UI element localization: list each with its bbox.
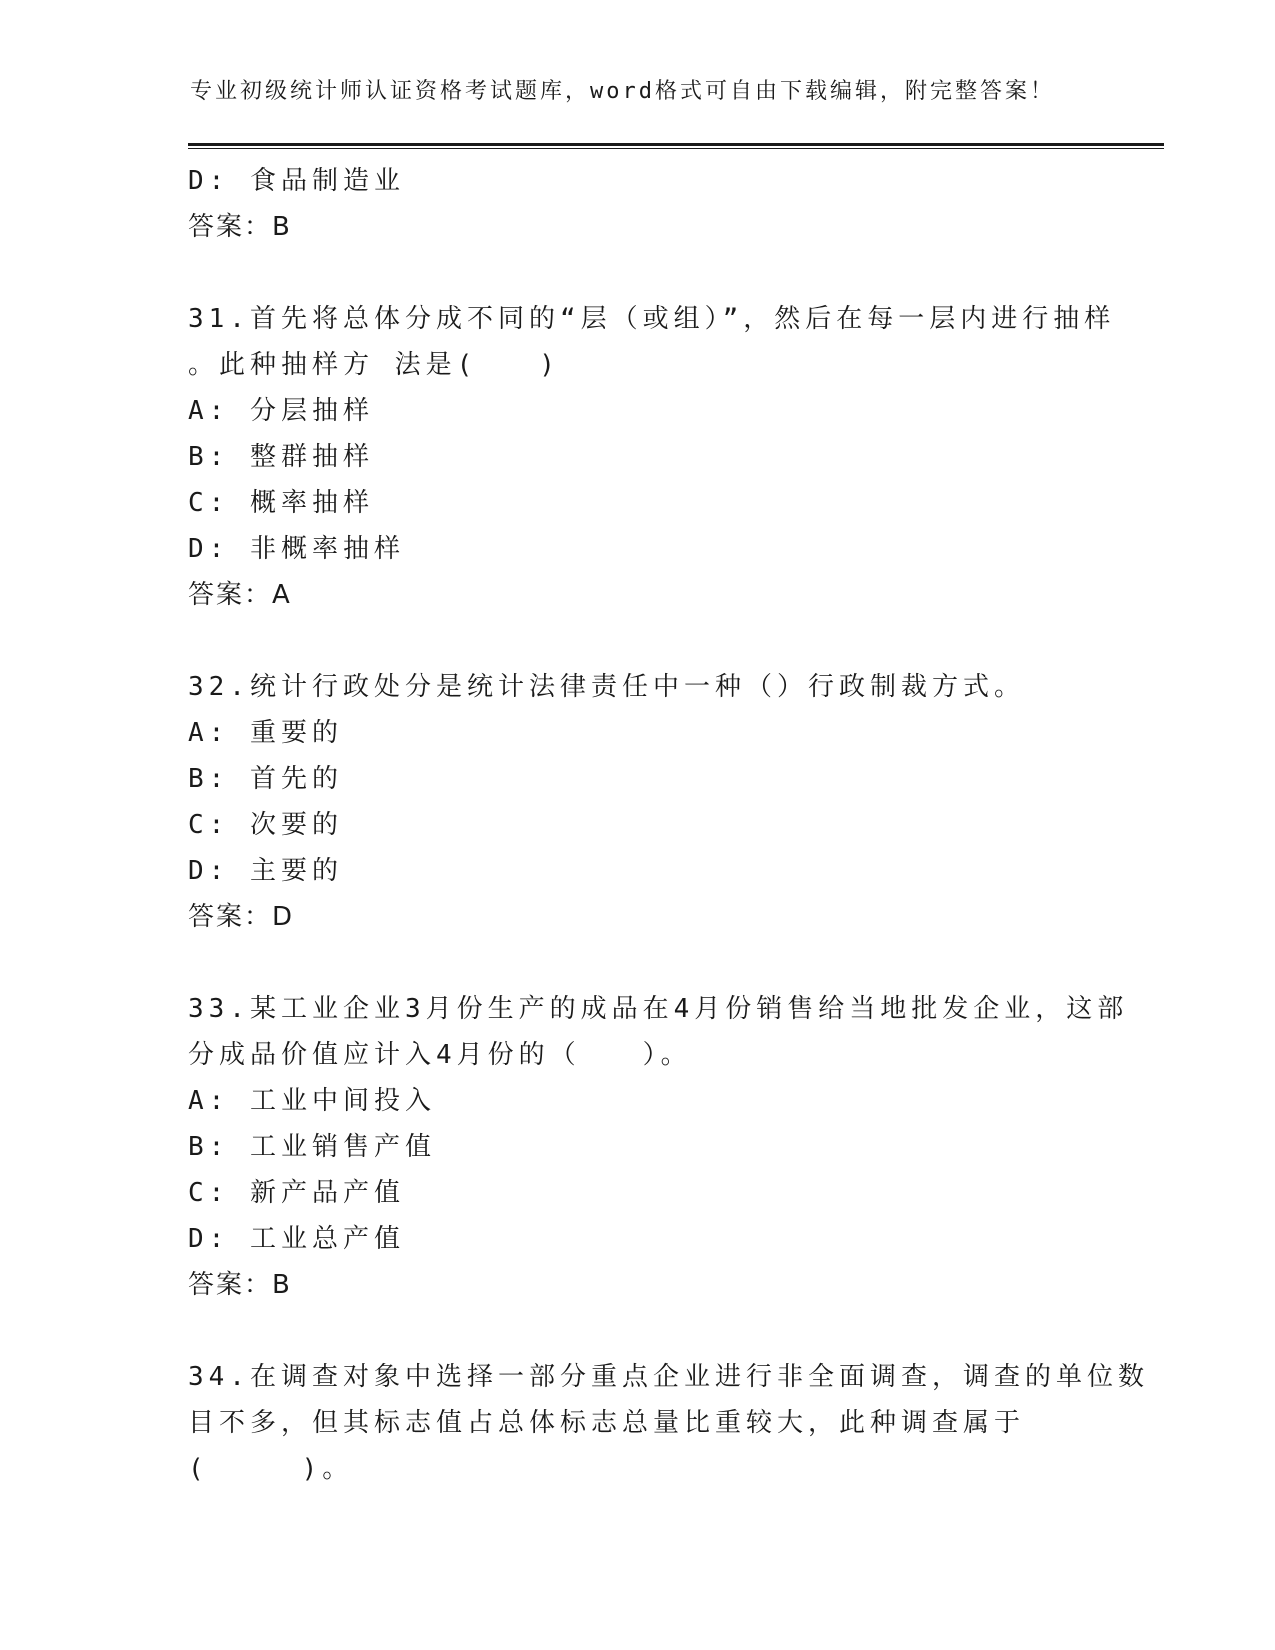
question-32 (188, 664, 1088, 940)
option-b: B: 首先的 (188, 764, 343, 794)
option-d: D: 工业总产值 (188, 1224, 405, 1254)
answer: 答案：D (188, 902, 295, 932)
option-b: B: 工业销售产值 (188, 1132, 436, 1162)
question-text: ( )。 (188, 1454, 354, 1484)
question-text: 目不多，但其标志值占总体标志总量比重较大，此种调查属于 (188, 1408, 1026, 1438)
question-34 (188, 1354, 1149, 1492)
question-text: 34.在调查对象中选择一部分重点企业进行非全面调查，调查的单位数 (188, 1362, 1149, 1392)
question-text: 分成品价值应计入4月份的（ ）。 (188, 1040, 692, 1070)
question-text: 33.某工业企业3月份生产的成品在4月份销售给当地批发企业，这部 (188, 994, 1129, 1024)
header-divider (188, 143, 1164, 149)
option-c: C: 概率抽样 (188, 488, 374, 518)
option-d: D: 非概率抽样 (188, 534, 405, 564)
prev-answer: 答案：B (188, 212, 292, 242)
page-header: 专业初级统计师认证资格考试题库，word格式可自由下载编辑，附完整答案！ (190, 79, 1055, 104)
question-text: 32.统计行政处分是统计法律责任中一种（）行政制裁方式。 (188, 672, 1025, 702)
question-31 (188, 296, 1116, 618)
option-b: B: 整群抽样 (188, 442, 374, 472)
document-body (188, 158, 1149, 1492)
answer: 答案：B (188, 1270, 292, 1300)
answer: 答案：A (188, 580, 292, 610)
option-c: C: 新产品产值 (188, 1178, 405, 1208)
option-a: A: 分层抽样 (188, 396, 374, 426)
option-a: A: 工业中间投入 (188, 1086, 436, 1116)
option-a: A: 重要的 (188, 718, 343, 748)
option-d: D: 主要的 (188, 856, 343, 886)
question-text: 31.首先将总体分成不同的“层（或组）”，然后在每一层内进行抽样 (188, 304, 1116, 334)
prev-option-d: D: 食品制造业 (188, 166, 405, 196)
question-33 (188, 986, 1129, 1308)
question-text: 。此种抽样方 法是( ) (188, 350, 560, 380)
option-c: C: 次要的 (188, 810, 343, 840)
